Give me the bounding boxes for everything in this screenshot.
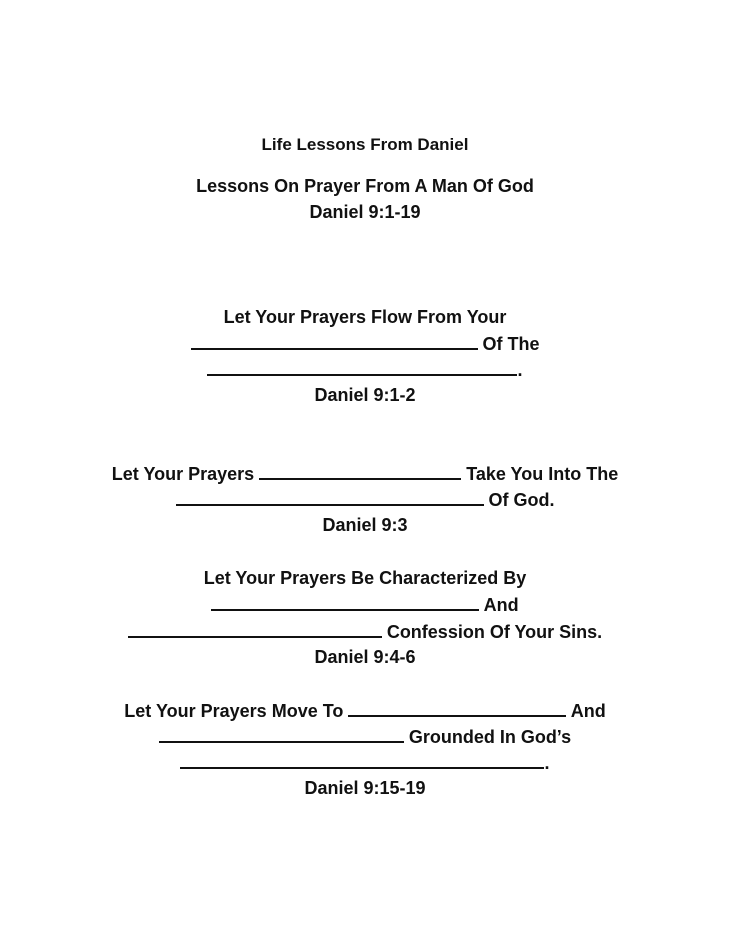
point-2-line-2 [0,488,730,511]
point-3-text: And [479,595,519,615]
point-4-text: Let Your Prayers Move To [124,701,349,721]
point-4-reference: Daniel 9:15-19 [304,778,426,798]
point-3-line-1: Let Your Prayers Be Characterized By [203,568,527,588]
point-2-text: Let Your Prayers [111,464,260,484]
point-4-text: . [544,753,550,773]
point-4-line-3 [0,751,730,774]
worksheet-reference: Daniel 9:1-19 [309,202,421,222]
point-2-text: Take You Into The [461,464,619,484]
fill-in-blank[interactable] [176,488,484,506]
point-4-text: And [566,701,606,721]
point-1-line-1: Let Your Prayers Flow From Your [223,307,507,327]
point-3-line-2 [0,593,730,616]
worksheet-title: Life Lessons From Daniel [261,135,469,154]
worksheet-subtitle: Lessons On Prayer From A Man Of God [196,176,534,196]
fill-in-blank[interactable] [211,593,479,611]
point-1-line-2 [0,332,730,355]
fill-in-blank[interactable] [159,725,404,743]
fill-in-blank[interactable] [191,332,478,350]
point-2-text: Of God. [483,490,555,510]
point-1-line-3 [0,358,730,381]
fill-in-blank[interactable] [128,620,382,638]
point-1-text: . [517,360,523,380]
fill-in-blank[interactable] [259,462,461,480]
point-1-text: Of The [477,334,540,354]
point-3-text: Confession Of Your Sins. [381,622,603,642]
point-4-line-1 [0,699,730,722]
point-3-line-3 [0,620,730,643]
point-3-reference: Daniel 9:4-6 [314,647,416,667]
fill-in-blank[interactable] [180,751,544,769]
point-1-reference: Daniel 9:1-2 [314,385,416,405]
fill-in-blank[interactable] [207,358,517,376]
point-2-reference: Daniel 9:3 [322,515,408,535]
point-4-line-2 [0,725,730,748]
point-2-line-1 [0,462,730,485]
fill-in-blank[interactable] [348,699,566,717]
point-4-text: Grounded In God’s [403,727,572,747]
